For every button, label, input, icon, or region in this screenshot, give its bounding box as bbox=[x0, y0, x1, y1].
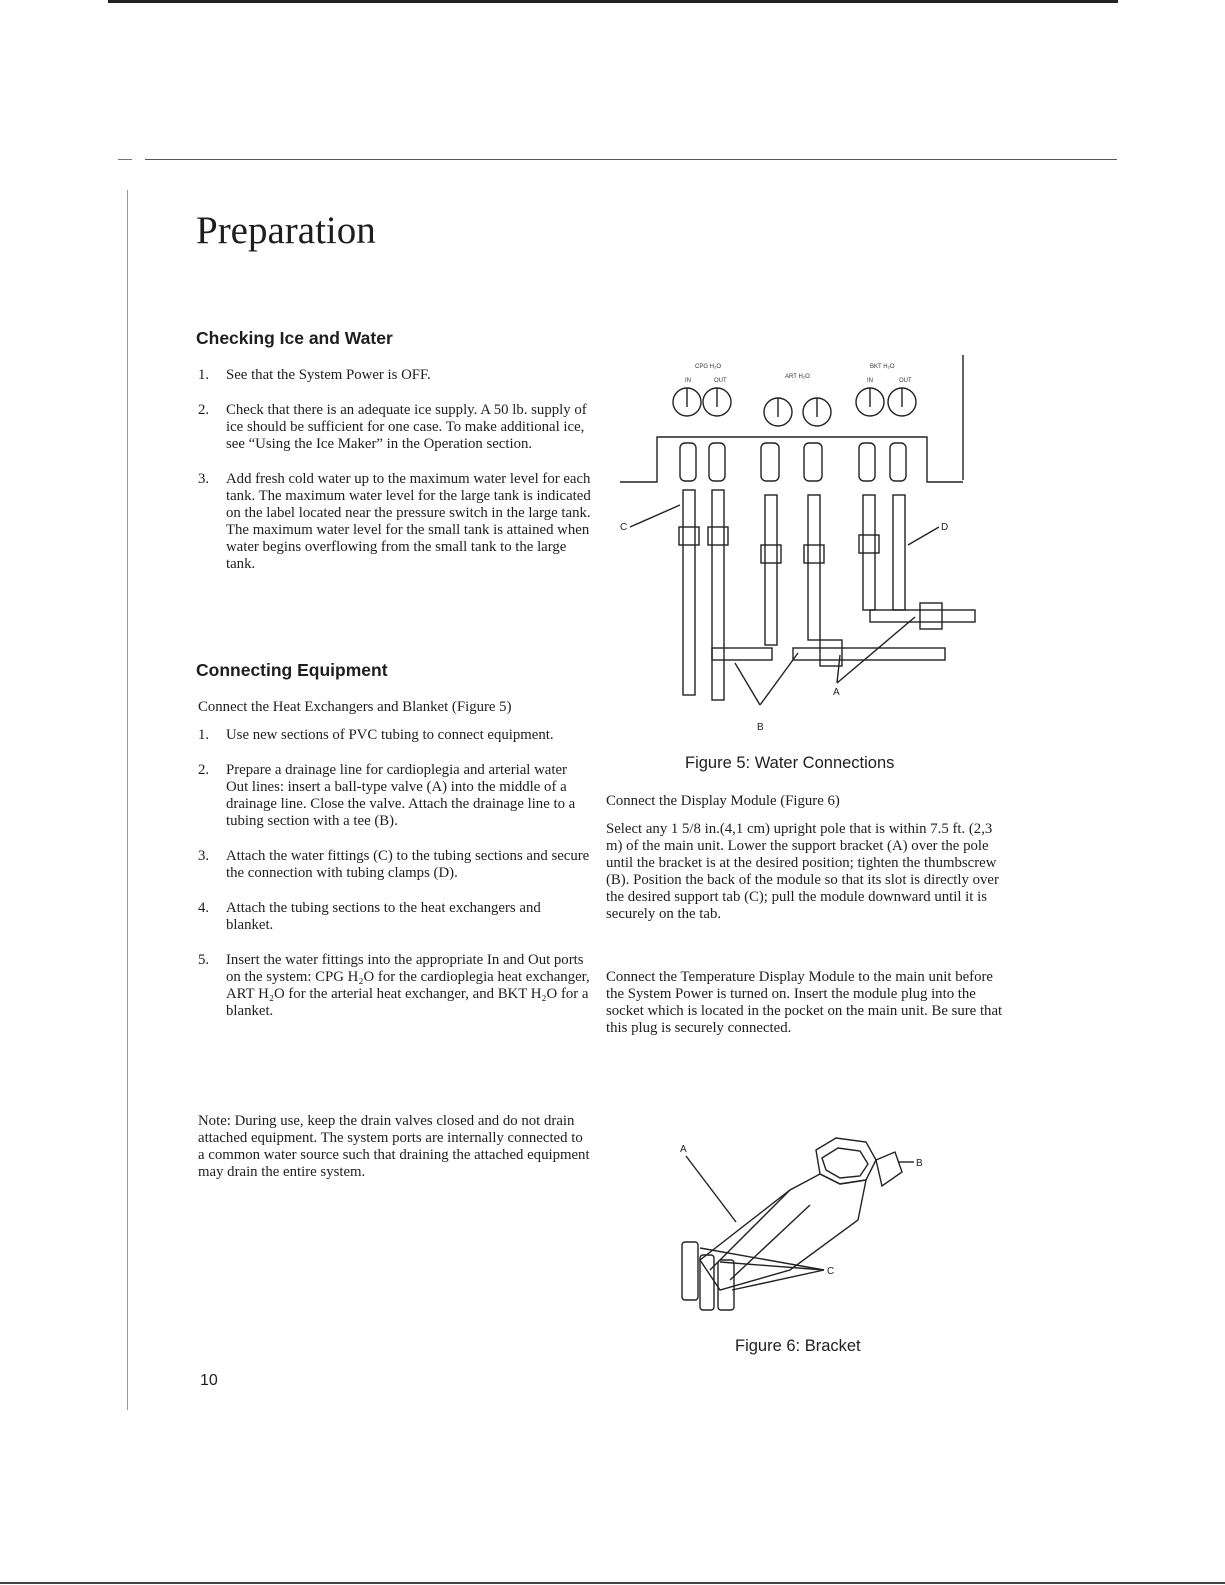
list-item: 1. See that the System Power is OFF. bbox=[198, 367, 431, 383]
leader-a bbox=[686, 1156, 736, 1222]
leader-c bbox=[630, 505, 680, 527]
left-margin-line bbox=[127, 190, 128, 1410]
label-c: C bbox=[620, 522, 628, 533]
label-d: D bbox=[941, 522, 949, 533]
label-c: C bbox=[827, 1266, 835, 1277]
display-intro: Connect the Display Module (Figure 6) bbox=[606, 793, 840, 809]
ball-valves bbox=[820, 603, 942, 666]
figure-5-water-connections bbox=[615, 355, 985, 735]
checking-heading: Checking Ice and Water bbox=[196, 328, 393, 348]
list-item: 3. Attach the water fittings (C) to the tubing sections and secure the connection with tubing clamps (D). bbox=[198, 848, 590, 881]
header-tick-mark bbox=[118, 159, 132, 160]
label-a: A bbox=[833, 687, 840, 698]
page-number: 10 bbox=[200, 1372, 218, 1389]
header-rule bbox=[145, 159, 1117, 160]
note-text: Note: During use, keep the drain valves closed and do not drain attached equipment. The system ports are internally connected to a common water source such that draining the attached equipment may drain the entire system. bbox=[198, 1113, 590, 1180]
connecting-steps bbox=[198, 727, 591, 1020]
out-label: OUT bbox=[714, 378, 727, 384]
display-paragraph-2: Connect the Temperature Display Module to the main unit before the System Power is turned on. Insert the module plug into the socket which is located in the pocket on the main unit. Be sure that this plug is securely connected. bbox=[606, 969, 1003, 1036]
in-label: IN bbox=[867, 378, 873, 384]
step-text: Use new sections of PVC tubing to connect equipment. bbox=[226, 727, 554, 743]
list-item: 4. Attach the tubing sections to the heat exchangers and blanket. bbox=[198, 900, 541, 933]
label-b: B bbox=[757, 722, 764, 733]
out-label: OUT bbox=[899, 378, 912, 384]
tubing-clamps bbox=[679, 527, 879, 563]
list-item: 2. Prepare a drainage line for cardioplegia and arterial water Out lines: insert a ball-type valve (A) into the middle of a drainage line. Close the valve. Attach the drainage line to a tubing section with a tee (B). bbox=[198, 762, 576, 829]
list-item: 2. Check that there is an adequate ice supply. A 50 lb. supply of ice should be sufficient for one case. To make additional ice, see “Using the Ice Maker” in the Operation section. bbox=[198, 402, 587, 452]
step-text: See that the System Power is OFF. bbox=[226, 367, 431, 383]
art-port-label: ART H₂O bbox=[785, 374, 810, 380]
leader-c bbox=[720, 1262, 824, 1270]
bottom-border-rule bbox=[0, 1582, 1225, 1584]
label-b: B bbox=[916, 1158, 923, 1169]
list-item: 1. Use new sections of PVC tubing to connect equipment. bbox=[198, 727, 554, 743]
thumbscrew bbox=[876, 1152, 902, 1186]
display-paragraph-1: Select any 1 5/8 in.(4,1 cm) upright pole that is within 7.5 ft. (2,3 m) of the main unit. Lower the support bracket (A) over the pole until the bracket is at the desired position; tighten the thumbscrew (B). Position the back of the module so that its slot is directly over the desired support tab (C); pull the module downward until it is securely on the tab. bbox=[606, 821, 999, 922]
connecting-intro: Connect the Heat Exchangers and Blanket (Figure 5) bbox=[198, 699, 512, 715]
step-text: Add fresh cold water up to the maximum water level for each tank. The maximum water level for the large tank is indicated on the label located near the pressure switch in the large tank. The maximum water level for the small tank is attained when water begins overflowing from the small tank to the large tank. bbox=[226, 471, 591, 572]
bkt-port-label: BKT H₂O bbox=[870, 364, 895, 370]
top-border-rule bbox=[108, 0, 1118, 3]
bracket-edge bbox=[710, 1190, 790, 1270]
list-item: 3. Add fresh cold water up to the maximum water level for each tank. The maximum water level for the large tank is indicated on the label located near the pressure switch in the large tank. The maximum water level for the small tank is attained when water begins overflowing from the small tank to the large tank. bbox=[198, 471, 591, 572]
leader-b bbox=[735, 663, 760, 705]
in-label: IN bbox=[685, 378, 691, 384]
bracket-arm bbox=[700, 1174, 866, 1290]
port-dials bbox=[673, 388, 916, 426]
step-text: Attach the water fittings (C) to the tubing sections and secure the connection with tubing clamps (D). bbox=[226, 848, 590, 881]
leader-d bbox=[908, 527, 939, 545]
step-text: Prepare a drainage line for cardioplegia and arterial water Out lines: insert a ball-type valve (A) into the middle of a drainage line. Close the valve. Attach the drainage line to a tubing section with a tee (B). bbox=[226, 762, 576, 829]
label-a: A bbox=[680, 1144, 687, 1155]
step-text: Attach the tubing sections to the heat exchangers and blanket. bbox=[226, 900, 541, 933]
water-fittings bbox=[680, 443, 906, 481]
figure-6-bracket bbox=[670, 1130, 930, 1320]
list-item: 5. Insert the water fittings into the appropriate In and Out ports on the system: CPG H₂O for the cardioplegia heat exchanger, ART H₂O for the arterial heat exchanger, and BKT H₂O for a blanket. bbox=[198, 952, 590, 1019]
tubing-sections bbox=[683, 490, 975, 700]
checking-steps bbox=[198, 367, 591, 573]
manifold-outline bbox=[620, 437, 963, 482]
figure-5-caption: Figure 5: Water Connections bbox=[685, 754, 895, 772]
page-title: Preparation bbox=[196, 209, 376, 252]
leader-b bbox=[760, 653, 798, 705]
pole-hole bbox=[822, 1148, 868, 1178]
leader-a bbox=[837, 617, 915, 683]
cpg-port-label: CPG H₂O bbox=[695, 364, 721, 370]
figure-6-caption: Figure 6: Bracket bbox=[735, 1337, 861, 1355]
step-text: Check that there is an adequate ice supply. A 50 lb. supply of ice should be sufficient for one case. To make additional ice, see “Using the Ice Maker” in the Operation section. bbox=[226, 402, 587, 452]
step-text: Insert the water fittings into the appropriate In and Out ports on the system: CPG H₂O for the cardioplegia heat exchanger, ART H₂O for the arterial heat exchanger, and BKT H₂O for a blanket. bbox=[226, 952, 590, 1019]
leader-a bbox=[837, 655, 840, 683]
connecting-heading: Connecting Equipment bbox=[196, 660, 388, 680]
bracket-edge bbox=[730, 1205, 810, 1280]
